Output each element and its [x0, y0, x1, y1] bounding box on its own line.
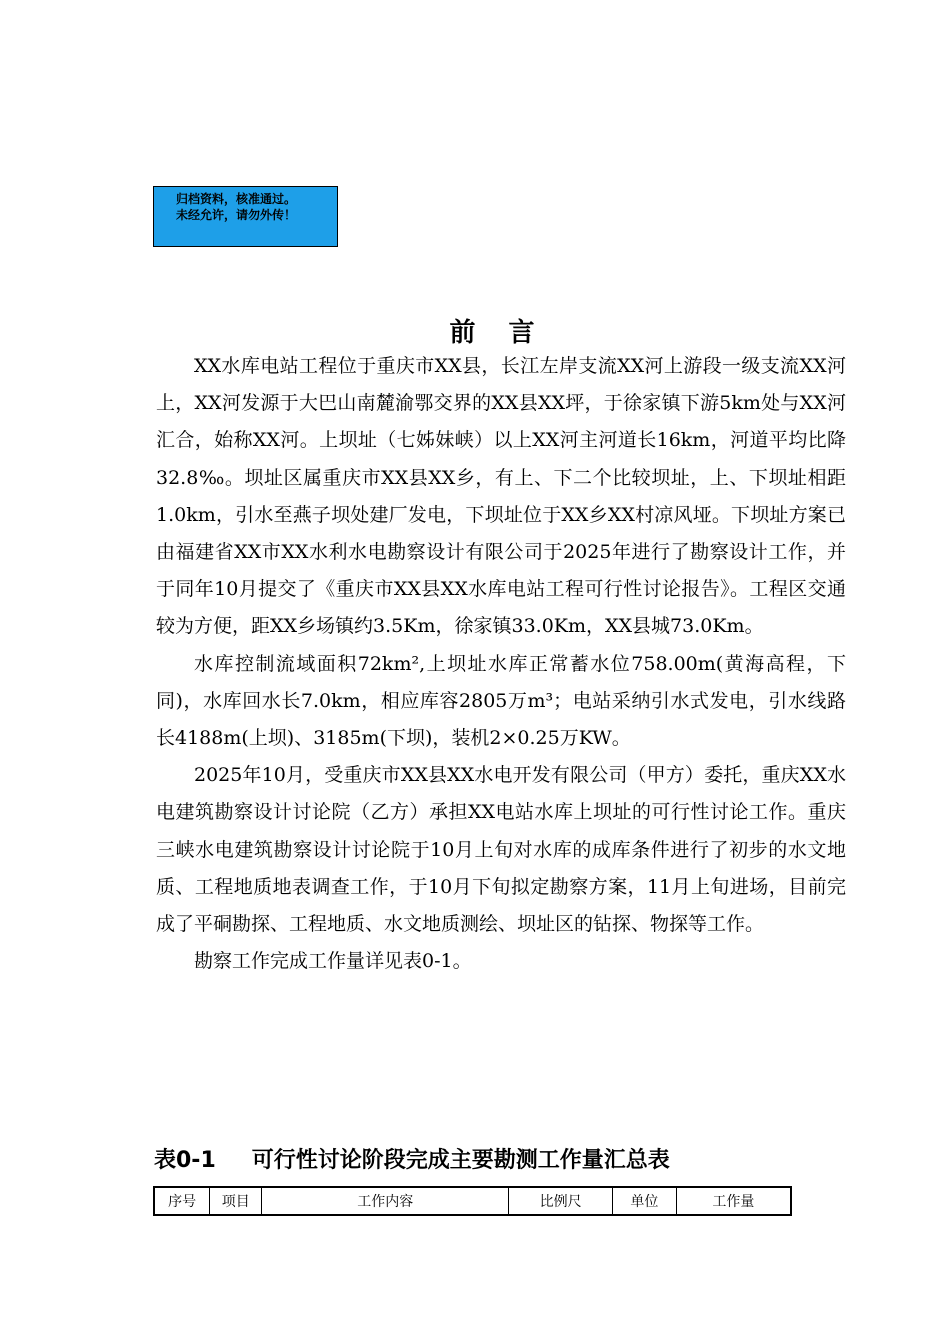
paragraph-1: XX水库电站工程位于重庆市XX县，长江左岸支流XX河上游段一级支流XX河上，XX河发源于大巴山南麓渝鄂交界的XX县XX坪，于徐家镇下游5km处与XX河汇合，始称XX河。上坝址（七姊妹峡）以上XX河主河道长16km，河道平均比降32.8‰。坝址区属重庆市XX县XX乡，有上、下二个比较坝址，上、下坝址相距1.0km，引水至燕子坝处建厂发电，下坝址位于XX乡XX村凉风垭。下坝址方案已由福建省XX市XX水利水电勘察设计有限公司于2025年进行了勘察设计工作，并于同年10月提交了《重庆市XX县XX水库电站工程可行性讨论报告》。工程区交通较为方便，距XX乡场镇约3.5Km，徐家镇33.0Km，XX县城73.0Km。 — [156, 355, 846, 638]
table-header-row — [154, 1187, 791, 1215]
table-number: 表0-1 — [154, 1148, 216, 1173]
paragraph-4: 勘察工作完成工作量详见表0-1。 — [194, 950, 472, 973]
header-content: 工作内容 — [262, 1187, 509, 1215]
table-title — [154, 1143, 670, 1174]
workload-summary-table — [153, 1186, 792, 1216]
paragraph-2: 水库控制流域面积72km²,上坝址水库正常蓄水位758.00m(黄海高程，下同)，水库回水长7.0km，相应库容2805万m³；电站采纳引水式发电，引水线路长4188m(上坝)、3185m(下坝)，装机2×0.25万KW。 — [156, 652, 846, 750]
table-caption: 可行性讨论阶段完成主要勘测工作量汇总表 — [251, 1148, 670, 1173]
archive-stamp — [153, 186, 338, 247]
header-quantity: 工作量 — [676, 1187, 791, 1215]
header-scale: 比例尺 — [509, 1187, 613, 1215]
page-title: 前 言 — [449, 318, 547, 348]
header-index: 序号 — [154, 1187, 210, 1215]
stamp-line-1: 归档资料，核准通过。 — [176, 192, 297, 206]
stamp-line-2: 未经允许，请勿外传！ — [176, 208, 297, 222]
paragraph-3: 2025年10月，受重庆市XX县XX水电开发有限公司（甲方）委托，重庆XX水电建筑勘察设计讨论院（乙方）承担XX电站水库上坝址的可行性讨论工作。重庆三峡水电建筑勘察设计讨论院于10月上旬对水库的成库条件进行了初步的水文地质、工程地质地表调查工作，于10月下旬拟定勘察方案，11月上旬进场，目前完成了平硐勘探、工程地质、水文地质测绘、坝址区的钻探、物探等工作。 — [156, 764, 846, 936]
preface-body — [156, 348, 846, 980]
header-unit: 单位 — [613, 1187, 677, 1215]
header-item: 项目 — [210, 1187, 262, 1215]
